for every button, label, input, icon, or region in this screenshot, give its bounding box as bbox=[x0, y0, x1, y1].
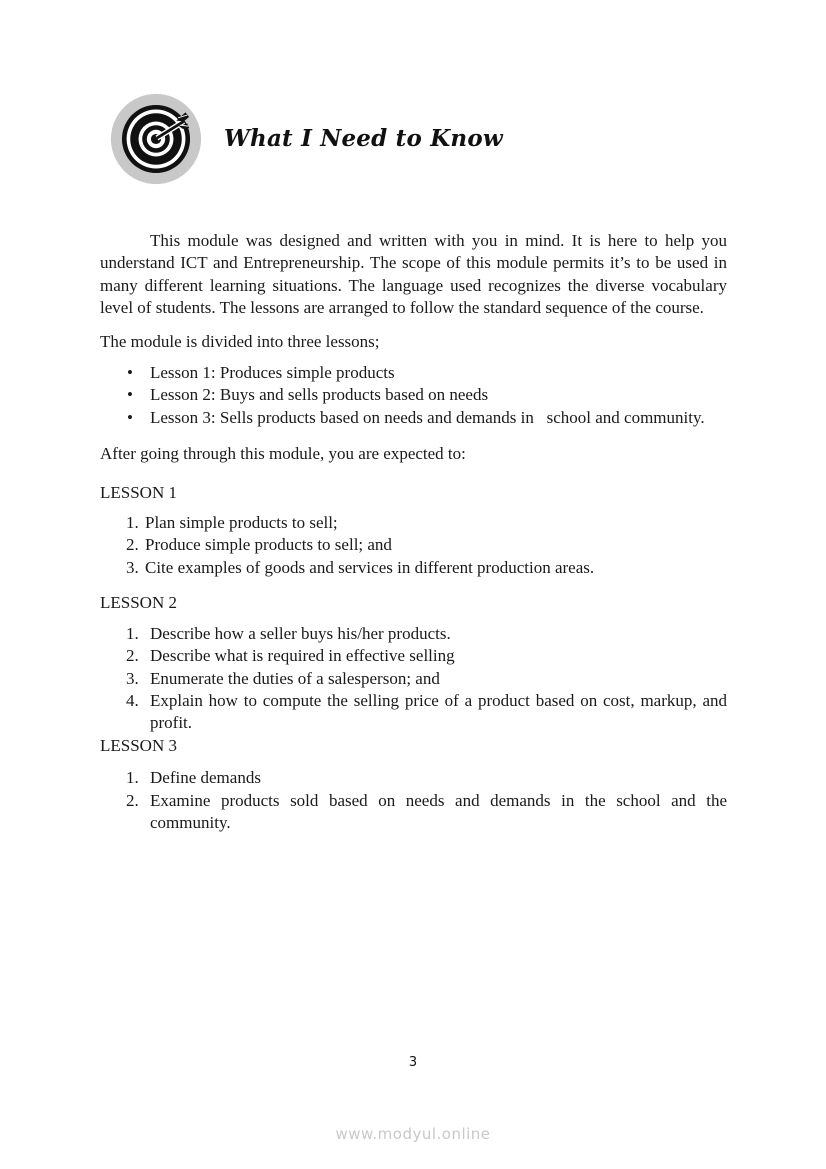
list-item-text: Examine products sold based on needs and demands in the school and the community. bbox=[150, 790, 727, 832]
list-item bbox=[100, 623, 727, 645]
division-text: The module is divided into three lessons; bbox=[100, 331, 380, 351]
bullet-icon: • bbox=[127, 407, 133, 427]
list-item bbox=[100, 362, 727, 384]
list-item bbox=[100, 668, 727, 690]
list-item bbox=[100, 534, 727, 556]
list-item-text: Explain how to compute the selling price of a product based on cost, markup, and profit. bbox=[150, 690, 727, 733]
list-item bbox=[100, 512, 727, 534]
list-number: 3. bbox=[126, 557, 139, 577]
lesson-1-objectives bbox=[100, 512, 727, 579]
list-item-text: Define demands bbox=[150, 768, 261, 788]
bullet-icon: • bbox=[127, 363, 133, 383]
list-item-text: Produce simple products to sell; and bbox=[145, 535, 392, 555]
expectation-text: After going through this module, you are expected to: bbox=[100, 444, 466, 464]
list-number: 4. bbox=[126, 690, 139, 710]
list-number: 1. bbox=[126, 513, 139, 533]
list-item bbox=[100, 690, 727, 735]
lesson-3-heading: LESSON 3 bbox=[100, 735, 177, 755]
module-body bbox=[100, 230, 727, 834]
list-item bbox=[100, 645, 727, 667]
list-item bbox=[100, 767, 727, 789]
lessons-overview-list bbox=[100, 362, 727, 429]
lesson-1-heading: LESSON 1 bbox=[100, 482, 177, 502]
list-number: 1. bbox=[126, 623, 139, 643]
lesson-2-objectives bbox=[100, 623, 727, 735]
intro-paragraph: This module was designed and written with you in mind. It is here to help you understand ICT and Entrepreneurship. The scope of this module permits it’s to be used in many different learning situations. The language used recognizes the diverse vocabulary level of students. The lessons are arranged to follow the standard sequence of the course. bbox=[100, 231, 727, 318]
list-item bbox=[100, 384, 727, 406]
list-item-text: Lesson 3: Sells products based on needs and demands in school and community. bbox=[150, 407, 705, 427]
list-number: 2. bbox=[126, 646, 139, 666]
lesson-3-objectives bbox=[100, 767, 727, 834]
bullet-icon: • bbox=[127, 385, 133, 405]
lesson-2-heading: LESSON 2 bbox=[100, 593, 177, 613]
list-item-text: Describe how a seller buys his/her products. bbox=[150, 623, 451, 643]
list-item-text: Cite examples of goods and services in different production areas. bbox=[145, 557, 595, 577]
watermark: www.modyul.online bbox=[335, 1125, 491, 1143]
list-number: 2. bbox=[126, 535, 139, 555]
list-item-text: Lesson 1: Produces simple products bbox=[150, 363, 395, 383]
list-number: 3. bbox=[126, 668, 139, 688]
section-header bbox=[110, 92, 503, 186]
list-item-text: Plan simple products to sell; bbox=[145, 513, 338, 533]
list-item bbox=[100, 407, 727, 429]
list-item-text: Lesson 2: Buys and sells products based on needs bbox=[150, 385, 489, 405]
section-title: What I Need to Know bbox=[224, 124, 503, 152]
target-bullseye-icon bbox=[110, 93, 202, 185]
list-item bbox=[100, 557, 727, 579]
list-number: 2. bbox=[126, 790, 139, 810]
list-number: 1. bbox=[126, 768, 139, 788]
list-item-text: Describe what is required in effective selling bbox=[150, 646, 455, 666]
page-number: 3 bbox=[408, 1055, 418, 1070]
list-item-text: Enumerate the duties of a salesperson; and bbox=[150, 668, 440, 688]
list-item bbox=[100, 790, 727, 835]
